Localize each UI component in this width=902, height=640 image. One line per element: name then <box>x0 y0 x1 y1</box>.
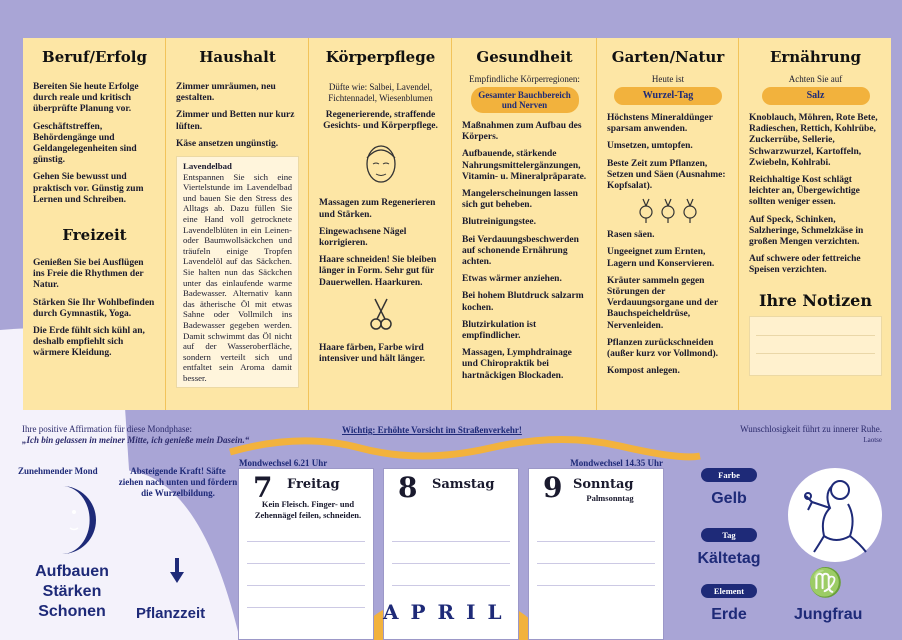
notes-line <box>756 335 875 336</box>
root-vegetables-icon <box>607 198 729 224</box>
moon-keywords <box>14 562 130 622</box>
day-line <box>247 585 365 586</box>
subtitle: Achten Sie auf <box>788 74 843 84</box>
text: Mangelerscheinungen lassen sich gut beheben. <box>462 189 578 211</box>
text: Beste Zeit zum Pflanzen, Setzen und Säen (Ausnahme: Kopfsalat). <box>607 158 726 192</box>
text: Käse ansetzen ungünstig. <box>176 138 279 149</box>
text: Haare schneiden! Sie bleiben länger in Form. Sehr gut für Dauerwellen. Haarkuren. <box>319 255 437 288</box>
text: Maßnahmen zum Aufbau des Körpers. <box>462 121 582 143</box>
notes-field[interactable] <box>749 316 882 376</box>
month-label: APRIL <box>383 600 514 624</box>
keyword: Aufbauen <box>35 563 109 580</box>
text: Höchstens Mineraldünger sparsam anwenden. <box>607 113 713 135</box>
column-title: Beruf/Erfolg <box>42 48 147 66</box>
text: Zimmer und Betten nur kurz lüften. <box>176 110 295 132</box>
column-gesundheit <box>451 38 596 410</box>
day-line <box>392 585 510 586</box>
daily-quote <box>740 424 882 446</box>
notes-title: Ihre Notizen <box>759 290 872 310</box>
moon-note: Absteigende Kraft! Säfte ziehen nach unten und fördern die Wurzelbildung. <box>118 466 238 498</box>
notes-line <box>756 353 875 354</box>
text: Rasen säen. <box>607 230 655 241</box>
day-line <box>392 563 510 564</box>
day-header: Mondwechsel 6.21 Uhr <box>239 458 328 468</box>
day-number: 9 <box>543 471 563 504</box>
day-line <box>247 541 365 542</box>
text: Blutreinigungstee. <box>462 217 536 228</box>
quote-author: Laotse <box>863 436 882 444</box>
freizeit-title: Freizeit <box>62 226 127 245</box>
day-line <box>392 541 510 542</box>
day-name: Sonntag <box>573 477 634 492</box>
day-card[interactable] <box>238 458 374 640</box>
keyword: Schonen <box>38 603 106 620</box>
crescent-moon-icon <box>36 482 106 558</box>
day-number: 7 <box>253 471 273 504</box>
text: Haare färben, Farbe wird intensiver und hält länger. <box>319 342 426 365</box>
subtitle: Empfindliche Körperregionen: <box>469 74 580 84</box>
element-tag: Element <box>701 584 757 598</box>
text: Regenerierende, straffende Gesichts- und Körperpflege. <box>323 110 438 132</box>
day-line <box>537 541 655 542</box>
subtitle: Düfte wie: Salbei, Lavendel, Fichtennadel, Wiesenblumen <box>328 82 433 103</box>
virgo-figure-icon <box>800 474 872 556</box>
text: Bereiten Sie heute Erfolge durch reale und kritisch überprüfte Planung vor. <box>33 82 139 115</box>
scissors-icon <box>319 297 442 331</box>
text: Umsetzen, umtopfen. <box>607 141 693 152</box>
tag-value: Kältetag <box>697 550 761 567</box>
day-header: Mondwechsel 14.35 Uhr <box>570 458 663 468</box>
text: Blutzirkulation ist empfindlicher. <box>462 319 537 342</box>
day-line <box>537 585 655 586</box>
zodiac-name: Jungfrau <box>794 606 863 623</box>
column-title: Körperpflege <box>325 48 436 66</box>
column-title: Ernährung <box>769 48 862 66</box>
text: Etwas wärmer anziehen. <box>462 274 562 285</box>
column-title: Garten/Natur <box>611 48 725 66</box>
text: Stärken Sie Ihr Wohlbefinden durch Gymnastik, Yoga. <box>33 297 155 319</box>
column-title: Haushalt <box>199 48 276 66</box>
text: Geschäftstreffen, Behördengänge und Geldangelegenheiten sind günstig. <box>33 121 137 166</box>
arrow-down-icon <box>170 558 184 584</box>
nutrient-pill: Salz <box>762 87 870 105</box>
day-type-pill: Wurzel-Tag <box>614 87 722 105</box>
quote-text: Wunschlosigkeit führt zu innerer Ruhe. <box>740 424 882 434</box>
affirmation-intro: Ihre positive Affirmation für diese Mondphase: <box>22 424 193 434</box>
pflanzzeit-label: Pflanzzeit <box>136 605 206 622</box>
text: Aufbauende, stärkende Nahrungsmittelergänzungen, Vitamin- u. Mineralpräparate. <box>462 149 587 182</box>
column-koerperpflege <box>308 38 451 410</box>
text: Ungeeignet zum Ernten, Lagern und Konservieren. <box>607 247 715 269</box>
text: Auf Speck, Schinken, Salzheringe, Schmelzkäse in großen Mengen verzichten. <box>749 214 864 248</box>
day-name: Freitag <box>287 477 340 492</box>
day-number: 8 <box>398 471 418 504</box>
body-region-pill: Gesamter Bauchbereich und Nerven <box>471 87 579 113</box>
text: Auf schwere oder fettreiche Speisen verzichten. <box>749 254 861 276</box>
column-garten <box>596 38 738 410</box>
day-note: Palmsonntag <box>586 493 634 503</box>
box-title: Lavendelbad <box>183 161 232 172</box>
face-icon <box>319 140 442 186</box>
day-line <box>537 563 655 564</box>
column-ernaehrung <box>738 38 891 410</box>
lavendelbad-box <box>176 156 299 388</box>
day-card[interactable] <box>528 458 664 640</box>
farbe-value: Gelb <box>711 490 747 507</box>
text: Zimmer umräumen, neu gestalten. <box>176 82 276 104</box>
text: Eingewachsene Nägel korrigieren. <box>319 226 407 249</box>
box-text: Entspannen Sie sich eine Viertelstunde im Lavendelbad und bauen Sie den Stress des Alltags ab. Dazu füllen Sie eine Hand voll getrocknete Lavendelblüten in ein Leinen- oder Baumwollsäckchen und träufeln einige Tropfen Lavendelöl auf das Säckchen. Sie halten nun das Säckchen unter das einlaufende warme Badewasser. Alternativ kann das ätherische Öl mit etwas Sahne oder Vollmilch ins Badewasser gegeben werden. Damit schwimmt das Öl nicht auf der Wasseroberfläche, sondern verteilt sich und entfaltet sein Aroma damit besser. <box>183 171 292 383</box>
text: Knoblauch, Möhren, Rote Bete, Radieschen, Rettich, Kohlrübe, Zuckerrübe, Sellerie, Schwarzwurzel, Kartoffeln, Zwiebeln, Kohlrabi. <box>749 113 878 168</box>
text: Massagen, Lymphdrainage und Chiropraktik bei hartnäckigen Blockaden. <box>462 348 572 381</box>
text: Bei Verdauungsbeschwerden auf schonende Ernährung achten. <box>462 234 579 268</box>
day-name: Samstag <box>432 477 495 492</box>
keyword: Stärken <box>42 583 102 600</box>
subtitle: Heute ist <box>651 74 685 84</box>
traffic-warning: Wichtig: Erhöhte Vorsicht im Straßenverkehr! <box>342 425 522 435</box>
affirmation <box>22 424 249 446</box>
text: Bei hohem Blutdruck salzarm kochen. <box>462 291 584 313</box>
moon-phase-label: Zunehmender Mond <box>18 466 98 476</box>
text: Reichhaltige Kost schlägt leichter an, Übergewichtige sollten weniger essen. <box>749 175 860 208</box>
virgo-symbol: ♍ <box>808 566 843 599</box>
column-title: Gesundheit <box>476 48 573 66</box>
day-line <box>247 563 365 564</box>
text: Kompost anlegen. <box>607 366 680 377</box>
text: Genießen Sie bei Ausflügen ins Freie die Rhythmen der Natur. <box>33 258 144 291</box>
tag-tag: Tag <box>701 528 757 542</box>
text: Pflanzen zurückschneiden (außer kurz vor Vollmond). <box>607 337 719 360</box>
text: Kräuter sammeln gegen Störungen der Verdauungsorgane und der Bauchspeicheldrüse, Nervenleiden. <box>607 275 718 331</box>
column-beruf <box>23 38 165 410</box>
day-line <box>247 607 365 608</box>
farbe-tag: Farbe <box>701 468 757 482</box>
text: Massagen zum Regenerieren und Stärken. <box>319 198 436 220</box>
affirmation-quote: „Ich bin gelassen in meiner Mitte, ich genieße mein Dasein.“ <box>22 435 250 445</box>
text: Gehen Sie bewusst und praktisch vor. Günstig zum Lernen und Schreiben. <box>33 172 144 205</box>
day-note: Kein Fleisch. Finger- und Zehennägel feilen, schneiden. <box>254 499 362 520</box>
text: Die Erde fühlt sich kühl an, deshalb empfiehlt sich wärmere Kleidung. <box>33 326 145 359</box>
element-value: Erde <box>711 606 747 623</box>
column-haushalt <box>165 38 308 410</box>
info-panel <box>23 38 891 410</box>
